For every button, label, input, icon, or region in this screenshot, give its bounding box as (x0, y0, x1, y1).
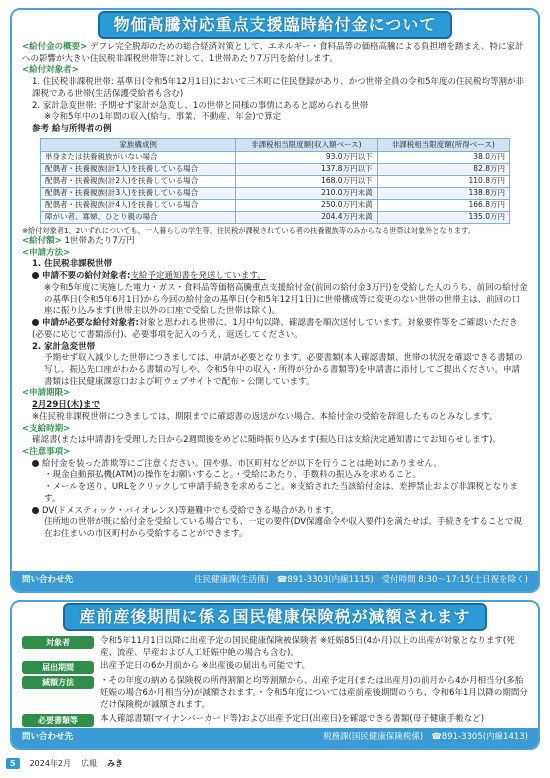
table-cell: 138.8万円 (377, 188, 509, 200)
caution-1a: ・現金自動預払機(ATM)の操作をお願いすること。・受給にあたり、手数料の振込みを求めること。 (44, 470, 422, 481)
table-cell: 137.8万円以下 (236, 164, 377, 176)
tax-info-tag: 必要書類等 (22, 714, 94, 727)
apply-heading: <申請方法> (22, 247, 71, 258)
caution-heading: <注意事項> (22, 446, 71, 457)
table-row (41, 164, 510, 176)
page-number: 5 (6, 758, 20, 769)
tax-banner (12, 602, 538, 632)
table-cell: 配偶者・扶養親族(計1人)を扶養している場合 (41, 164, 236, 176)
tax-panel (10, 600, 540, 750)
table-note: ※給付対象者1、2いずれについても、一人暮らしの学生等、住民税が課税されている者の扶養親族等のみからなる世帯は対象外となります。 (22, 226, 475, 236)
table-title: 参考 給与所得者の例 (32, 124, 112, 135)
table-cell: 配偶者・扶養親族(計2人)を扶養している場合 (41, 176, 236, 188)
table-row (41, 188, 510, 200)
page-footer (6, 758, 123, 769)
bullet-icon (32, 460, 39, 467)
pay-heading: <支給時期> (22, 423, 71, 434)
tax-info-text: ・その年度の納める保険税の所得割額と均等割額から、出産予定月(または出産月)の前月から4か月相当分(多胎妊娠の場合6か月相当分)が減額されます。・令和5年度については産前産後期間のうち、令和6年1月以降の期間分だけ保険税が減額されます。 (100, 676, 528, 710)
apply-1a-link: 支給予定通知書を発送しています。 (130, 271, 266, 282)
overview-heading: <給付金の概要> (22, 42, 88, 52)
issue-date: 2024年2月 (29, 759, 72, 768)
benefit-contact-bar (12, 571, 538, 591)
tax-contact-bar (12, 728, 538, 748)
tax-info-row (22, 661, 528, 674)
table-header-cell: 非課税相当限度額(所得ベース) (377, 138, 509, 151)
contact-label: 問い合わせ先 (22, 575, 74, 586)
pay-text: 確認書(または申請書)を受理した日から2週間後をめどに随時振り込みます(振込日は支給決定通知書にてお知らせします)。 (32, 435, 501, 446)
tax-info-row (22, 676, 528, 711)
table-cell: 168.0万円以下 (236, 176, 377, 188)
table-cell: 82.8万円 (377, 164, 509, 176)
benefit-title: 物価高騰対応重点支援臨時給付金について (98, 11, 453, 39)
table-cell: 166.8万円 (377, 200, 509, 212)
table-row (41, 212, 510, 224)
income-table (40, 138, 510, 224)
bullet-icon (32, 319, 39, 326)
target-2-note: ※令和5年中の1年間の収入(給与、事業、不動産、年金)で算定 (44, 112, 282, 123)
tax-title: 産前産後期間に係る国民健康保険税が減額されます (63, 603, 486, 631)
target-heading: <給付対象者> (22, 65, 79, 76)
table-cell: 250.0万円未満 (236, 200, 377, 212)
caution-2: DV(ドメスティック・バイオレンス)等避難中でも受給できる場合があります。 (42, 505, 340, 516)
apply-1a-label: 申請不要の給付対象者: (42, 271, 131, 282)
amount-text: 1世帯あたり7万円 (64, 236, 135, 247)
deadline-date: 2月29日(木)まで (32, 400, 101, 411)
table-cell: 配偶者・扶養親族(計3人)を扶養している場合 (41, 188, 236, 200)
table-cell: 配偶者・扶養親族(計4人)を扶養している場合 (41, 200, 236, 212)
apply-1: 1. 住民税非課税世帯 (32, 259, 113, 270)
tax-info-row (22, 636, 528, 659)
apply-1a-note: ※令和5年度に実施した電力・ガス・食料品等価格高騰重点支援給付金(前回の給付金3万円)を受給した人のうち、前回の給付金の基準日(令和5年6月1日)から今回の給付金の基準日(令和5年12月1日)に世帯構成等に変更のない世帯の世帯主は、前回の口座に振り込みます(世帯主以外の口座で受給した世帯は除く)。 (44, 282, 528, 317)
table-row (41, 176, 510, 188)
caution-1: 給付金を装った詐欺等にご注意ください。国や県、市区町村などが以下を行うことは絶対にありません。 (42, 458, 443, 469)
tax-info-row (22, 714, 528, 727)
publication-name: みき (107, 759, 124, 768)
caution-2-text: 住所地の世帯が既に給付金を受給している場合でも、一定の要件(DV保護命令や収入要件)を満たせば、手続きをすることで現在お住まいの市区町村から受給することができます。 (44, 517, 522, 539)
apply-2-text: 予期せず収入減少した世帯につきましては、申請が必要となります。必要書類(本人確認書類、世帯の状況を確認できる書類の写し、振込先口座がわかる書類の写しや、令和5年中の収入・所得が分かる書類等)を申請書に添付してご提出ください。申請書類は住民健康課窓口および町ウェブサイトで配布・公開しています。 (44, 353, 523, 387)
deadline-note: ※住民税非課税世帯につきましては、期限までに確認書の返送がない場合、本給付金の受給を辞退したものとみなします。 (32, 411, 498, 422)
benefit-panel (10, 8, 540, 593)
contact-tel: ☎891-3303(内線1115) (276, 575, 374, 586)
amount-heading: <給付額> (22, 236, 62, 247)
table-cell: 38.0万円 (377, 152, 509, 164)
table-cell: 障がい者、寡婦、ひとり親の場合 (41, 212, 236, 224)
bullet-icon (32, 272, 39, 279)
apply-1b-label: 申請が必要な給付対象者: (42, 318, 139, 329)
table-cell: 210.0万円未満 (236, 188, 377, 200)
table-cell: 93.0万円以下 (236, 152, 377, 164)
tax-info-text: 本人確認書類(マイナンバーカード等)および出産予定日(出産日)を確認できる書類(母子健康手帳など) (100, 713, 485, 724)
contact-dept: 税務課(国民健康保険税係) (323, 732, 424, 743)
table-cell: 単身または扶養親族がいない場合 (41, 152, 236, 164)
tax-info-tag: 届出期間 (22, 661, 94, 674)
table-cell: 135.0万円 (377, 212, 509, 224)
table-row (41, 152, 510, 164)
table-cell: 110.8万円 (377, 176, 509, 188)
table-header-cell: 非課税相当限度額(収入額ベース) (236, 138, 377, 151)
tax-info-tag: 減額方法 (22, 676, 94, 689)
apply-2: 2. 家計急変世帯 (32, 341, 96, 352)
table-header-cell: 家族構成例 (41, 138, 236, 151)
contact-tel: ☎891-3305(内線1413) (431, 732, 528, 743)
contact-dept: 住民健康課(生活係) (194, 575, 269, 586)
publication-label: 広報 (81, 759, 98, 768)
contact-label: 問い合わせ先 (22, 732, 74, 743)
caution-1b: ・メールを送り、URLをクリックして申請手続きを求めること。※支給された当該給付金は、差押禁止および非課税となります。 (44, 482, 518, 504)
apply-1b-text: 対象と思われる世帯に、1月中旬以降、確認書を順次送付しています。対象要件等をご確認いただき(必要に応じて書類添付)、必要事項を記入のうえ、返送してください。 (32, 318, 518, 340)
table-cell: 204.4万円未満 (236, 212, 377, 224)
tax-info-text: 出産予定日の6か月前から ※出産後の届出も可能です。 (100, 661, 311, 672)
tax-info-text: 令和5年11月1日以降に出産予定の国民健康保険被保険者 ※妊娠85日(4か月)以上の出産が対象となります(死産、流産、早産および人工妊娠中絶の場合も含む)。 (100, 636, 515, 658)
tax-info-tag: 対象者 (22, 636, 94, 649)
contact-hours: 受付時間 8:30〜17:15(土日祝を除く) (381, 575, 528, 586)
target-1: 1. 住民税非課税世帯: 基準日(令和5年12月1日)において三木町に住民登録があり、かつ世帯全員の令和5年度の住民税均等割が非課税である世帯(生活保護受給者も含む) (32, 77, 525, 99)
overview-text: デフレ完全脱却のための総合経済対策として、エネルギー・食料品等の価格高騰による負担増を踏まえ、特に家計への影響が大きい住民税非課税世帯等に対して、1世帯あたり7万円を給付します。 (22, 42, 524, 64)
table-row (41, 200, 510, 212)
target-2: 2. 家計急変世帯: 予期せず家計が急変し、1の世帯と同様の事情にあると認められる世帯 (32, 100, 369, 111)
benefit-banner (12, 10, 538, 40)
deadline-heading: <申請期限> (22, 388, 71, 399)
bullet-icon (32, 507, 39, 514)
